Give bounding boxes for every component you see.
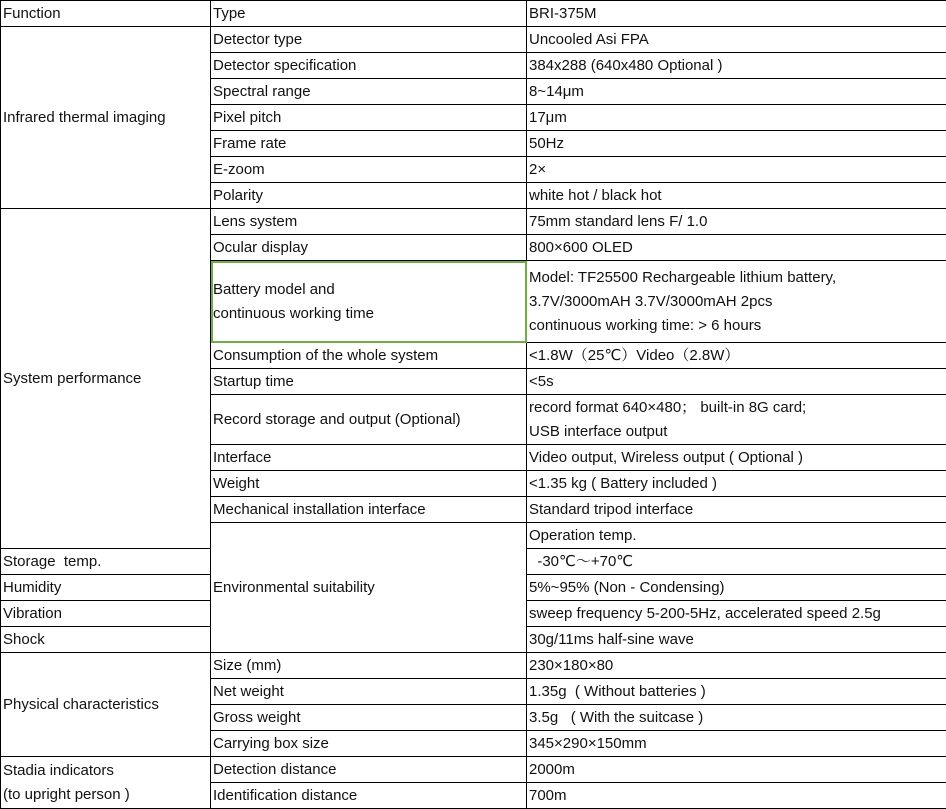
param-line: continuous working time	[213, 304, 374, 322]
value-cell: 50Hz	[527, 131, 946, 157]
param-cell: Frame rate	[211, 131, 527, 157]
header-type: Type	[211, 1, 527, 27]
param-cell: Detector type	[211, 27, 527, 53]
param-cell: Spectral range	[211, 79, 527, 105]
param-cell: Weight	[211, 471, 527, 497]
param-cell: Storage temp.	[1, 549, 211, 575]
value-cell: 1.35g ( Without batteries )	[527, 679, 946, 705]
group-line: Stadia indicators	[3, 761, 114, 779]
param-cell: Carrying box size	[211, 731, 527, 757]
value-cell: 230×180×80	[527, 653, 946, 679]
value-cell: <5s	[527, 369, 946, 395]
header-model: BRI-375M	[527, 1, 946, 27]
param-cell: E-zoom	[211, 157, 527, 183]
header-function: Function	[1, 1, 211, 27]
value-cell	[527, 395, 946, 445]
value-cell: 30g/11ms half-sine wave	[527, 627, 946, 653]
param-cell: Detection distance	[211, 757, 527, 783]
param-cell: Ocular display	[211, 235, 527, 261]
value-cell: 8~14μm	[527, 79, 946, 105]
group-physical: Physical characteristics	[1, 653, 211, 757]
value-cell: 3.5g ( With the suitcase )	[527, 705, 946, 731]
param-cell: Net weight	[211, 679, 527, 705]
value-line: Model: TF25500 Rechargeable lithium battery,	[529, 268, 837, 286]
param-cell: Identification distance	[211, 783, 527, 809]
param-cell: Startup time	[211, 369, 527, 395]
value-line: 3.7V/3000mAH 3.7V/3000mAH 2pcs	[529, 292, 773, 310]
param-cell: Operation temp.	[527, 523, 946, 549]
value-cell	[527, 261, 946, 343]
table-row	[1, 27, 946, 53]
param-cell: Mechanical installation interface	[211, 497, 527, 523]
value-cell: -30℃～+70℃	[527, 549, 946, 575]
value-cell: <1.35 kg ( Battery included )	[527, 471, 946, 497]
param-cell-battery[interactable]	[211, 261, 527, 343]
value-cell: Video output, Wireless output ( Optional )	[527, 445, 946, 471]
header-row	[1, 1, 946, 27]
value-cell: 2×	[527, 157, 946, 183]
param-cell: Shock	[1, 627, 211, 653]
value-cell: 75mm standard lens F/ 1.0	[527, 209, 946, 235]
param-cell: Lens system	[211, 209, 527, 235]
value-cell: 17μm	[527, 105, 946, 131]
value-cell: Standard tripod interface	[527, 497, 946, 523]
value-cell: sweep frequency 5-200-5Hz, accelerated speed 2.5g	[527, 601, 946, 627]
param-cell: Interface	[211, 445, 527, 471]
group-line: (to upright person )	[3, 785, 130, 803]
value-line: record format 640×480； built-in 8G card;	[529, 398, 807, 416]
param-cell: Humidity	[1, 575, 211, 601]
param-line: Battery model and	[213, 280, 335, 298]
param-cell: Detector specification	[211, 53, 527, 79]
param-cell: Record storage and output (Optional)	[211, 395, 527, 445]
value-cell: Uncooled Asi FPA	[527, 27, 946, 53]
param-cell: Size (mm)	[211, 653, 527, 679]
group-environmental: Environmental suitability	[211, 523, 527, 653]
table-row	[1, 209, 946, 235]
value-cell: 2000m	[527, 757, 946, 783]
value-cell: 800×600 OLED	[527, 235, 946, 261]
param-cell: Consumption of the whole system	[211, 343, 527, 369]
table-row	[1, 757, 946, 783]
group-system: System performance	[1, 209, 211, 549]
value-cell: white hot / black hot	[527, 183, 946, 209]
value-cell: 384x288 (640x480 Optional )	[527, 53, 946, 79]
value-cell: 345×290×150mm	[527, 731, 946, 757]
param-cell: Vibration	[1, 601, 211, 627]
value-cell: 5%~95% (Non - Condensing)	[527, 575, 946, 601]
group-stadia	[1, 757, 211, 809]
value-cell: <1.8W（25℃）Video（2.8W）	[527, 343, 946, 369]
param-cell: Gross weight	[211, 705, 527, 731]
table-row	[1, 653, 946, 679]
value-cell: 700m	[527, 783, 946, 809]
group-infrared: Infrared thermal imaging	[1, 27, 211, 209]
param-cell: Polarity	[211, 183, 527, 209]
param-cell: Pixel pitch	[211, 105, 527, 131]
value-line: continuous working time: > 6 hours	[529, 316, 762, 334]
value-line: USB interface output	[529, 422, 668, 440]
